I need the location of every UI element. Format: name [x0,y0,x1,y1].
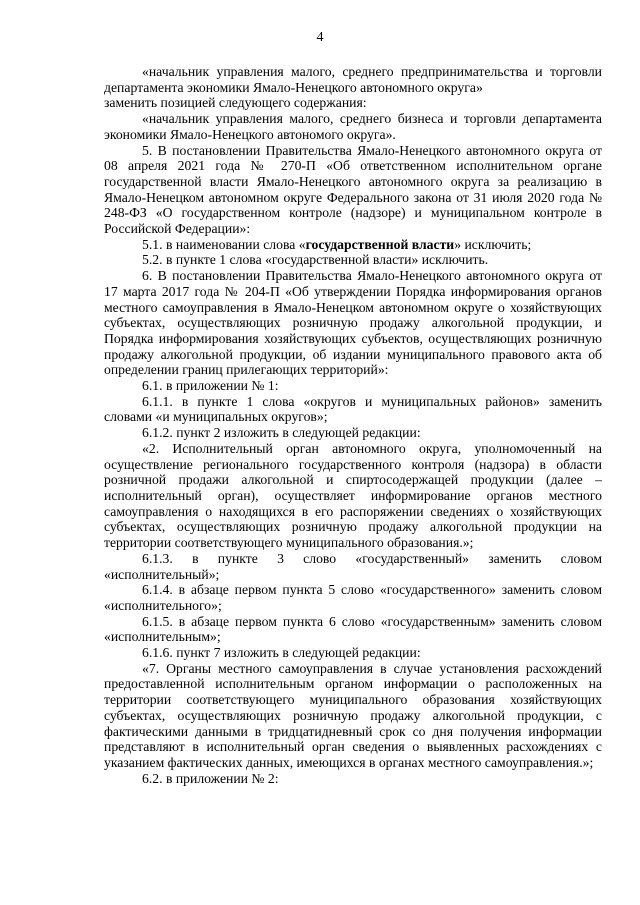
paragraph-item-5: 5. В постановлении Правительства Ямало-Ненецкого автономного округа от 08 апреля 2021 года № 270-П «Об ответственном исполнительном органе государственной власти Ямало-Ненецкого автономного округа за реализацию в Ямало-Ненецком автономном округе Федерального закона от 31 июля 2020 года № 248-ФЗ «О государственном контроле (надзоре) и муниципальном контроле в Российской Федерации»: [104,142,602,237]
paragraph-item-6-1-2: 6.1.2. пункт 2 изложить в следующей редакции: [142,425,421,441]
item-5-1-before: 5.1. в наименовании слова « [142,236,306,252]
paragraph-item-6-1-3: 6.1.3. в пункте 3 слово «государственный» заменить словом «исполнительный»; [104,550,602,582]
paragraph-item-5-1 [104,237,602,253]
paragraph-item-6-1-5: 6.1.5. в абзаце первом пункта 6 слово «государственным» заменить словом «исполнительным»; [104,613,602,645]
paragraph-quote-old-title: «начальник управления малого, среднего предпринимательства и торговли департамента экономики Ямало-Ненецкого автономного округа» [104,64,602,95]
document-body [104,64,602,786]
paragraph-item-5-2: 5.2. в пункте 1 слова «государственной власти» исключить. [142,252,489,268]
paragraph-item-6-1-6-quote: «7. Органы местного самоуправления в случае установления расхождений предоставленной исполнительным органом информации о расположенных на территории соответствующего муниципального образования хозяйствующих субъектах, осуществляющих розничную продажу алкогольной продукции, с фактическими данными в тридцатидневный срок со дня получения информации представляют в исполнительный орган сведения о выявленных расхождениях с указанием фактических данных, имеющихся в органах местного самоуправления.»; [104,660,602,770]
paragraph-item-6-1-6: 6.1.6. пункт 7 изложить в следующей редакции: [142,645,421,661]
paragraph-replace-phrase: заменить позицией следующего содержания: [104,95,367,111]
paragraph-item-6-1-2-quote: «2. Исполнительный орган автономного округа, уполномоченный на осуществление регионального государственного контроля (надзора) в области розничной продажи алкогольной и спиртосодержащей продукции (далее – исполнительный орган), осуществляет информирование органов местного самоуправления о находящихся в его распоряжении сведениях о хозяйствующих субъектах, осуществляющих розничную продажу алкогольной продукции на территории соответствующего муниципального образования.»; [104,440,602,551]
paragraph-item-6-1-4: 6.1.4. в абзаце первом пункта 5 слово «государственного» заменить словом «исполнительного»; [104,582,602,613]
paragraph-item-6: 6. В постановлении Правительства Ямало-Ненецкого автономного округа от 17 марта 2017 года № 204-П «Об утверждении Порядка информирования органов местного самоуправления в Ямало-Ненецком автономном округе о хозяйствующих субъектах, осуществляющих розничную продажу алкогольной продукции, и Порядка информирования хозяйствующих субъектов, осуществляющих розничную продажу алкогольной продукции, об издании муниципального правового акта об определении границ прилегающих территорий»: [104,268,602,378]
paragraph-item-6-1: 6.1. в приложении № 1: [142,378,279,394]
item-5-1-after: » исключить; [454,236,532,252]
page-number: 4 [316,30,324,45]
paragraph-item-6-1-1: 6.1.1. в пункте 1 слова «округов и муниципальных районов» заменить словами «и муниципальных округов»; [104,393,602,425]
item-5-1-bold-phrase: государственной власти [305,236,455,252]
paragraph-item-6-2: 6.2. в приложении № 2: [142,770,279,786]
paragraph-quote-new-title: «начальник управления малого, среднего бизнеса и торговли департамента экономики Ямало-Ненецкого автономого округа». [104,111,602,142]
